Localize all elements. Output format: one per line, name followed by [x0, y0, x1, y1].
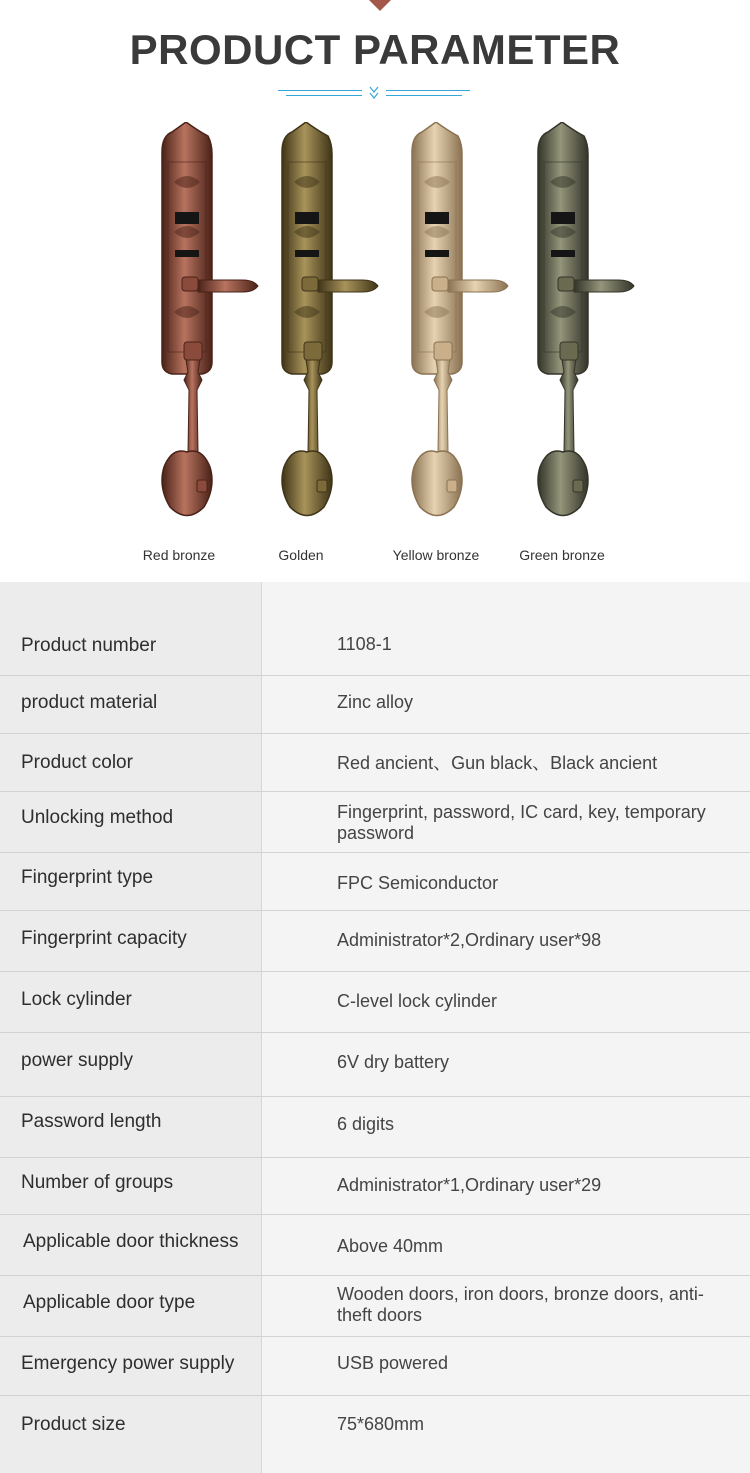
title-divider [278, 84, 470, 102]
param-value: Fingerprint, password, IC card, key, temporary password [337, 802, 706, 843]
lock-image [392, 122, 532, 532]
table-row [0, 1215, 750, 1276]
param-label: Applicable door type [23, 1292, 196, 1313]
param-label: Number of groups [21, 1172, 174, 1193]
variant-caption: Golden [278, 547, 324, 563]
param-label: product material [21, 692, 158, 713]
param-label: Fingerprint type [21, 867, 154, 888]
table-row [0, 734, 750, 792]
table-row [0, 792, 750, 853]
param-label: power supply [21, 1050, 133, 1071]
param-value: Administrator*2,Ordinary user*98 [337, 930, 602, 950]
table-row [0, 1396, 750, 1472]
param-label: Product size [21, 1414, 126, 1435]
lock-image [262, 122, 402, 532]
lock-image [142, 122, 282, 532]
param-value: Wooden doors, iron doors, bronze doors, anti-theft doors [337, 1284, 704, 1325]
parameter-table [0, 582, 750, 1473]
param-label: Product color [21, 752, 133, 773]
page-title: PRODUCT PARAMETER [129, 26, 621, 73]
table-row [0, 1158, 750, 1215]
param-label: Unlocking method [21, 807, 174, 828]
param-label: Password length [21, 1111, 162, 1132]
variant-caption: Red bronze [142, 547, 216, 563]
variant-caption: Yellow bronze [392, 547, 480, 563]
param-value: Zinc alloy [337, 692, 414, 712]
param-value: 75*680mm [337, 1414, 425, 1434]
param-value: Administrator*1,Ordinary user*29 [337, 1175, 602, 1195]
table-row [0, 1033, 750, 1097]
table-row [0, 1097, 750, 1158]
param-label: Product number [21, 635, 157, 656]
table-row [0, 911, 750, 972]
lock-image [518, 122, 658, 532]
param-value: 6V dry battery [337, 1052, 450, 1072]
variant-caption: Green bronze [519, 547, 605, 563]
param-value: USB powered [337, 1353, 449, 1373]
param-value: Red ancient、Gun black、Black ancient [337, 753, 658, 773]
param-value: Above 40mm [337, 1236, 444, 1256]
table-row [0, 676, 750, 734]
table-row [0, 972, 750, 1033]
param-label: Fingerprint capacity [21, 928, 187, 949]
product-color-variants [0, 122, 750, 582]
param-value: FPC Semiconductor [337, 873, 499, 893]
table-row [0, 1337, 750, 1396]
param-label: Emergency power supply [21, 1353, 235, 1374]
chevron-down-icon [368, 84, 380, 102]
param-value: 6 digits [337, 1114, 395, 1134]
param-label: Lock cylinder [21, 989, 132, 1010]
table-row [0, 582, 750, 676]
param-value: C-level lock cylinder [337, 991, 498, 1011]
table-row [0, 1276, 750, 1337]
table-row [0, 853, 750, 911]
param-value: 1108-1 [337, 634, 392, 654]
top-ribbon-notch [369, 0, 391, 11]
param-label: Applicable door thickness [23, 1231, 239, 1252]
